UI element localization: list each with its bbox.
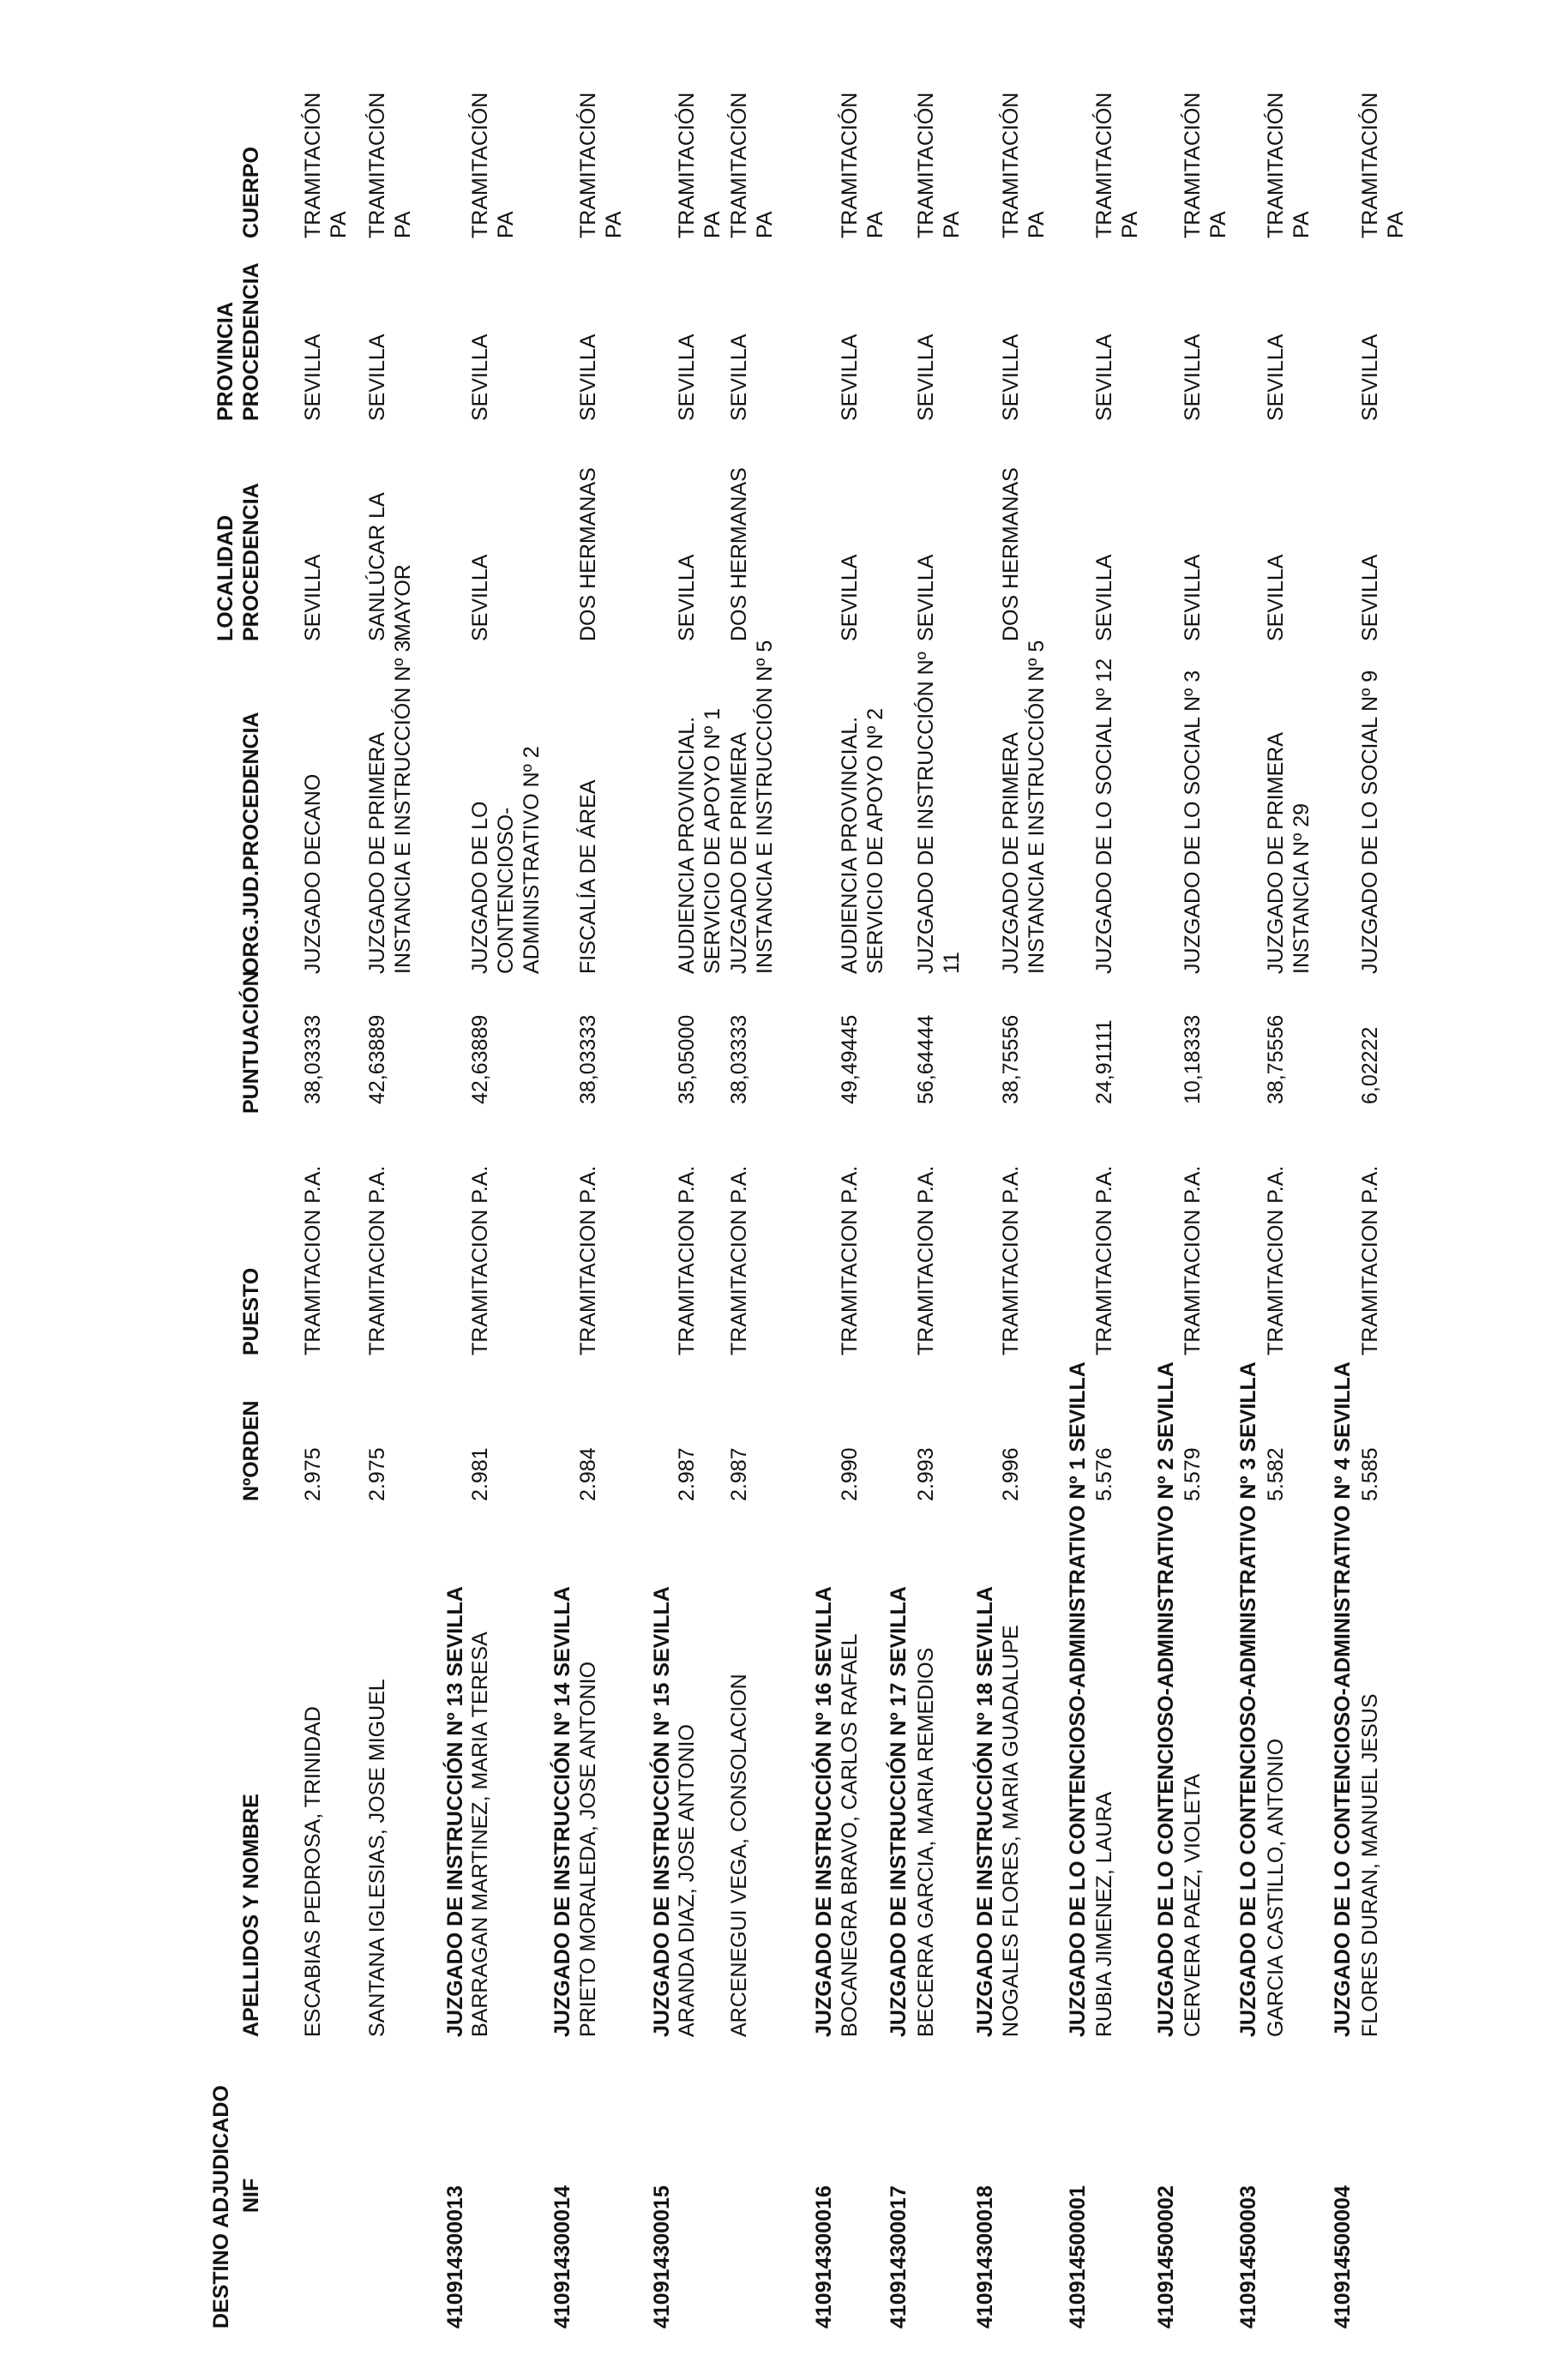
corps: PA [1289, 211, 1314, 238]
origin-court: JUZGADO DE LO SOCIAL Nº 12 [1092, 658, 1116, 974]
position: TRAMITACION P.A. [301, 1165, 325, 1355]
origin-court: INSTANCIA Nº 29 [1289, 803, 1314, 974]
order-number: 2.984 [576, 1447, 600, 1501]
origin-locality: DOS HERMANAS [727, 467, 751, 641]
score: 10,18333 [1181, 1014, 1205, 1104]
destination-name: JUZGADO DE INSTRUCCIÓN Nº 13 SEVILLA [443, 1586, 467, 2037]
origin-locality: SEVILLA [301, 554, 325, 641]
header-provincia-procedencia-line1: PROVINCIA [213, 302, 237, 421]
order-number: 5.576 [1092, 1447, 1116, 1501]
corps: TRAMITACIÓN [999, 92, 1023, 238]
score: 38,03333 [727, 1014, 751, 1104]
origin-locality: SEVILLA [838, 554, 862, 641]
position: TRAMITACION P.A. [838, 1165, 862, 1355]
origin-province: SEVILLA [838, 334, 862, 421]
destination-code: 410914300013 [443, 2185, 467, 2329]
origin-province: SEVILLA [1358, 334, 1382, 421]
origin-court: ADMINISTRATIVO Nº 2 [520, 746, 544, 974]
corps: TRAMITACIÓN [365, 92, 389, 238]
header-localidad-procedencia-line1: LOCALIDAD [213, 514, 237, 641]
order-number: 2.996 [999, 1447, 1023, 1501]
applicant-name: ESCABIAS PEDROSA, TRINIDAD [301, 1706, 325, 2037]
header-organo-procedencia: ORG.JUD.PROCEDENCIA [239, 712, 263, 974]
corps: PA [1384, 211, 1408, 238]
applicant-name: BECERRA GARCIA, MARIA REMEDIOS [914, 1647, 938, 2037]
origin-court: SERVICIO DE APOYO Nº 2 [863, 707, 887, 974]
applicant-name: CERVERA PAEZ, VIOLETA [1181, 1773, 1205, 2037]
corps: PA [1118, 211, 1142, 238]
corps: TRAMITACIÓN [1092, 92, 1116, 238]
origin-court: JUZGADO DE LO SOCIAL Nº 9 [1358, 670, 1382, 974]
origin-court: INSTANCIA E INSTRUCCIÓN Nº 5 [1025, 640, 1049, 974]
corps: PA [494, 211, 518, 238]
origin-court: JUZGADO DE PRIMERA [999, 732, 1023, 974]
corps: PA [602, 211, 626, 238]
applicant-name: RUBIA JIMENEZ, LAURA [1092, 1791, 1116, 2037]
origin-court: INSTANCIA E INSTRUCCIÓN Nº 5 [753, 640, 777, 974]
origin-court: INSTANCIA E INSTRUCCIÓN Nº 3 [391, 640, 415, 974]
origin-locality: SANLÚCAR LA [365, 492, 389, 641]
origin-locality: SEVILLA [1092, 554, 1116, 641]
destination-code: 410914500004 [1331, 2185, 1355, 2329]
score: 38,75556 [1264, 1014, 1288, 1104]
applicant-name: PRIETO MORALEDA, JOSE ANTONIO [576, 1661, 600, 2037]
corps: TRAMITACIÓN [1358, 92, 1382, 238]
destination-name: JUZGADO DE LO CONTENCIOSO-ADMINISTRATIVO Nº 4 SEVILLA [1331, 1361, 1355, 2037]
origin-locality: SEVILLA [1358, 554, 1382, 641]
destination-name: JUZGADO DE LO CONTENCIOSO-ADMINISTRATIVO Nº 1 SEVILLA [1066, 1361, 1090, 2037]
origin-court: JUZGADO DE INSTRUCCIÓN Nº [914, 652, 938, 974]
destination-name: JUZGADO DE INSTRUCCIÓN Nº 15 SEVILLA [650, 1586, 674, 2037]
corps: PA [863, 211, 887, 238]
position: TRAMITACION P.A. [1358, 1165, 1382, 1355]
header-apellidos-nombre: APELLIDOS Y NOMBRE [239, 1794, 263, 2037]
origin-locality: MAYOR [391, 564, 415, 641]
origin-province: SEVILLA [914, 334, 938, 421]
position: TRAMITACION P.A. [576, 1165, 600, 1355]
destination-name: JUZGADO DE INSTRUCCIÓN Nº 18 SEVILLA [973, 1586, 997, 2037]
origin-court: JUZGADO DE LO SOCIAL Nº 3 [1181, 670, 1205, 974]
corps: TRAMITACIÓN [675, 92, 699, 238]
origin-province: SEVILLA [301, 334, 325, 421]
origin-locality: SEVILLA [1264, 554, 1288, 641]
origin-locality: SEVILLA [675, 554, 699, 641]
score: 49,49445 [838, 1014, 862, 1104]
applicant-name: FLORES DURAN, MANUEL JESUS [1358, 1693, 1382, 2037]
applicant-name: SANTANA IGLESIAS, JOSE MIGUEL [365, 1679, 389, 2037]
destination-code: 410914300017 [887, 2185, 911, 2329]
origin-court: JUZGADO DE PRIMERA [365, 732, 389, 974]
order-number: 2.981 [468, 1447, 492, 1501]
origin-province: SEVILLA [727, 334, 751, 421]
order-number: 5.585 [1358, 1447, 1382, 1501]
header-localidad-procedencia-line2: PROCEDENCIA [239, 483, 263, 641]
origin-court: JUZGADO DE PRIMERA [727, 732, 751, 974]
destination-name: JUZGADO DE INSTRUCCIÓN Nº 16 SEVILLA [812, 1586, 836, 2037]
origin-locality: DOS HERMANAS [999, 467, 1023, 641]
destination-name: JUZGADO DE INSTRUCCIÓN Nº 17 SEVILLA [887, 1586, 911, 2037]
corps: PA [700, 211, 724, 238]
order-number: 5.582 [1264, 1447, 1288, 1501]
origin-province: SEVILLA [1092, 334, 1116, 421]
corps: TRAMITACIÓN [301, 92, 325, 238]
origin-court: JUZGADO DE PRIMERA [1264, 732, 1288, 974]
position: TRAMITACION P.A. [1264, 1165, 1288, 1355]
header-puesto: PUESTO [239, 1267, 263, 1355]
score: 38,03333 [301, 1014, 325, 1104]
position: TRAMITACION P.A. [365, 1165, 389, 1355]
corps: PA [753, 211, 777, 238]
origin-locality: SEVILLA [468, 554, 492, 641]
destination-name: JUZGADO DE INSTRUCCIÓN Nº 14 SEVILLA [550, 1586, 574, 2037]
order-number: 2.975 [301, 1447, 325, 1501]
order-number: 2.990 [838, 1447, 862, 1501]
applicant-name: GARCIA CASTILLO, ANTONIO [1264, 1738, 1288, 2037]
origin-locality: SEVILLA [914, 554, 938, 641]
header-puntuacion: PUNTUACIÓN [239, 971, 263, 1114]
origin-province: SEVILLA [1181, 334, 1205, 421]
score: 38,75556 [999, 1014, 1023, 1104]
destination-code: 410914300015 [650, 2185, 674, 2329]
order-number: 2.987 [675, 1447, 699, 1501]
corps: PA [391, 211, 415, 238]
origin-court: AUDIENCIA PROVINCIAL. [675, 716, 699, 974]
position: TRAMITACION P.A. [468, 1165, 492, 1355]
header-numero-orden: NºORDEN [239, 1400, 263, 1501]
applicant-name: ARANDA DIAZ, JOSE ANTONIO [675, 1724, 699, 2037]
origin-province: SEVILLA [468, 334, 492, 421]
header-cuerpo: CUERPO [239, 147, 263, 238]
applicant-name: BARRAGAN MARTINEZ, MARIA TERESA [468, 1632, 492, 2037]
order-number: 2.993 [914, 1447, 938, 1501]
corps: PA [940, 211, 964, 238]
destination-code: 410914300014 [550, 2185, 574, 2329]
corps: TRAMITACIÓN [727, 92, 751, 238]
destination-code: 410914500002 [1154, 2185, 1178, 2329]
origin-province: SEVILLA [1264, 334, 1288, 421]
corps: PA [1206, 211, 1230, 238]
destination-name: JUZGADO DE LO CONTENCIOSO-ADMINISTRATIVO Nº 3 SEVILLA [1236, 1361, 1260, 2037]
destination-name: JUZGADO DE LO CONTENCIOSO-ADMINISTRATIVO Nº 2 SEVILLA [1154, 1361, 1178, 2037]
order-number: 2.987 [727, 1447, 751, 1501]
corps: TRAMITACIÓN [576, 92, 600, 238]
score: 6,02222 [1358, 1026, 1382, 1104]
section-title: DESTINO ADJUDICADO [209, 2085, 233, 2329]
origin-province: SEVILLA [675, 334, 699, 421]
origin-locality: DOS HERMANAS [576, 467, 600, 641]
position: TRAMITACION P.A. [914, 1165, 938, 1355]
origin-court: CONTENCIOSO- [494, 807, 518, 974]
applicant-name: ARCENEGUI VEGA, CONSOLACION [727, 1674, 751, 2037]
position: TRAMITACION P.A. [1181, 1165, 1205, 1355]
corps: TRAMITACIÓN [468, 92, 492, 238]
origin-locality: SEVILLA [1181, 554, 1205, 641]
corps: TRAMITACIÓN [1181, 92, 1205, 238]
destination-code: 410914500003 [1236, 2185, 1260, 2329]
origin-court: JUZGADO DE LO [468, 801, 492, 974]
score: 42,63889 [468, 1014, 492, 1104]
score: 56,64444 [914, 1014, 938, 1104]
destination-code: 410914300018 [973, 2185, 997, 2329]
position: TRAMITACION P.A. [999, 1165, 1023, 1355]
corps: TRAMITACIÓN [1264, 92, 1288, 238]
order-number: 5.579 [1181, 1447, 1205, 1501]
origin-province: SEVILLA [576, 334, 600, 421]
position: TRAMITACION P.A. [675, 1165, 699, 1355]
origin-province: SEVILLA [999, 334, 1023, 421]
header-provincia-procedencia-line2: PROCEDENCIA [239, 262, 263, 421]
corps: TRAMITACIÓN [914, 92, 938, 238]
origin-province: SEVILLA [365, 334, 389, 421]
position: TRAMITACION P.A. [1092, 1165, 1116, 1355]
score: 35,05000 [675, 1014, 699, 1104]
applicant-name: NOGALES FLORES, MARIA GUADALUPE [999, 1625, 1023, 2037]
corps: PA [327, 211, 351, 238]
origin-court: JUZGADO DECANO [301, 773, 325, 974]
score: 38,03333 [576, 1014, 600, 1104]
position: TRAMITACION P.A. [727, 1165, 751, 1355]
corps: PA [1025, 211, 1049, 238]
origin-court: FISCALÍA DE ÁREA [576, 779, 600, 974]
corps: TRAMITACIÓN [838, 92, 862, 238]
origin-court: 11 [940, 952, 964, 974]
header-nif: NIF [239, 2178, 263, 2213]
destination-code: 410914500001 [1066, 2185, 1090, 2329]
origin-court: SERVICIO DE APOYO Nº 1 [700, 707, 724, 974]
applicant-name: BOCANEGRA BRAVO, CARLOS RAFAEL [838, 1633, 862, 2037]
destination-code: 410914300016 [812, 2185, 836, 2329]
score: 42,63889 [365, 1014, 389, 1104]
origin-court: AUDIENCIA PROVINCIAL. [838, 716, 862, 974]
order-number: 2.975 [365, 1447, 389, 1501]
score: 24,91111 [1092, 1019, 1116, 1104]
